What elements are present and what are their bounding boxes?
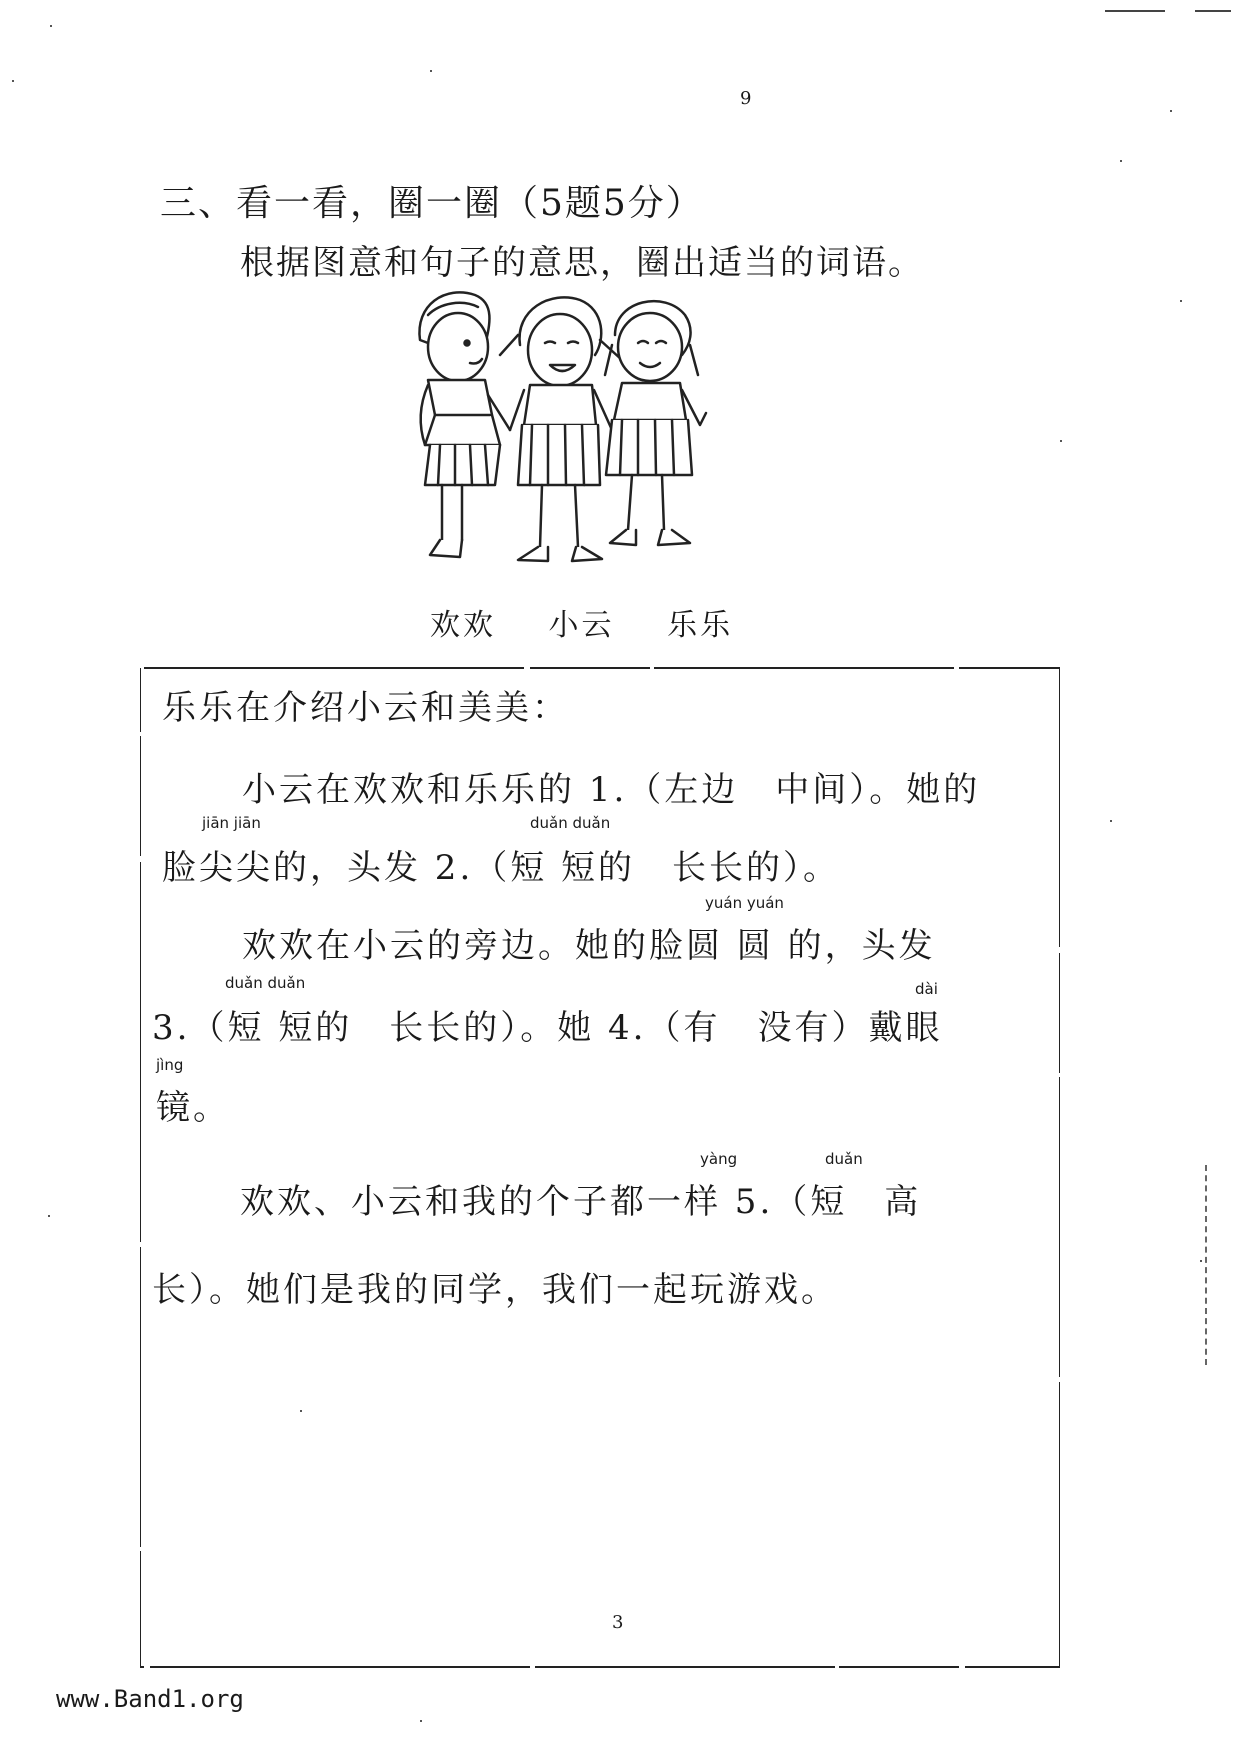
three-girls-holding-hands-icon: [400, 285, 750, 575]
pinyin-duan-2: duǎn duǎn: [225, 974, 306, 992]
section-heading: 三、看一看，圈一圈（5题5分）: [160, 183, 704, 224]
scan-speck: [1170, 110, 1172, 112]
name-huanhuan: 欢欢: [430, 608, 496, 643]
scan-speck: [50, 25, 52, 27]
character-names: [430, 600, 773, 644]
story-box: [140, 662, 1060, 1672]
story-line-7: 长）。她们是我的同学，我们一起玩游戏。: [152, 1270, 838, 1310]
name-lele: 乐乐: [667, 608, 734, 643]
name-xiaoyun: 小云: [548, 608, 615, 643]
girl-middle-icon: [500, 297, 622, 561]
story-line-3: 欢欢在小云的旁边。她的脸圆 圆 的，头发: [242, 926, 936, 966]
scan-edge-line: [1195, 10, 1231, 12]
girl-left-icon: [419, 292, 510, 557]
scan-speck: [300, 1410, 302, 1412]
scan-speck: [1180, 300, 1182, 302]
story-line-2: 脸尖尖的，头发 2.（短 短的 长长的）。: [162, 848, 841, 888]
pinyin-duan-3: duǎn: [825, 1150, 863, 1168]
pinyin-jing: jìng: [156, 1056, 184, 1074]
pinyin-dai: dài: [915, 980, 938, 998]
website-watermark: www.Band1.org: [56, 1685, 244, 1713]
story-line-1: 小云在欢欢和乐乐的 1.（左边 中间）。她的: [242, 770, 981, 810]
story-line-5: 镜。: [156, 1088, 230, 1128]
footer-page-number: 3: [612, 1612, 624, 1633]
scan-speck: [1110, 820, 1112, 822]
scan-speck: [430, 70, 432, 72]
scan-edge-line: [1205, 1165, 1209, 1365]
story-line-4: 3.（短 短的 长长的）。她 4.（有 没有）戴眼: [152, 1008, 943, 1048]
pinyin-jian: jiān jiān: [202, 814, 261, 832]
story-line-6: 欢欢、小云和我的个子都一样 5.（短 高: [240, 1182, 922, 1222]
girl-right-icon: [605, 301, 706, 545]
scan-speck: [1060, 440, 1062, 442]
page-mark: 9: [740, 88, 752, 109]
pinyin-yang: yàng: [700, 1150, 738, 1168]
scan-speck: [1120, 160, 1122, 162]
instruction-text: 根据图意和句子的意思，圈出适当的词语。: [240, 243, 924, 283]
story-intro: 乐乐在介绍小云和美美：: [162, 688, 569, 728]
scan-edge-line: [1105, 10, 1165, 12]
scan-speck: [1200, 1260, 1202, 1262]
scan-speck: [48, 1215, 50, 1217]
scan-speck: [12, 80, 14, 82]
scan-speck: [420, 1720, 422, 1722]
pinyin-yuan: yuán yuán: [705, 894, 784, 912]
pinyin-duan-1: duǎn duǎn: [530, 814, 611, 832]
